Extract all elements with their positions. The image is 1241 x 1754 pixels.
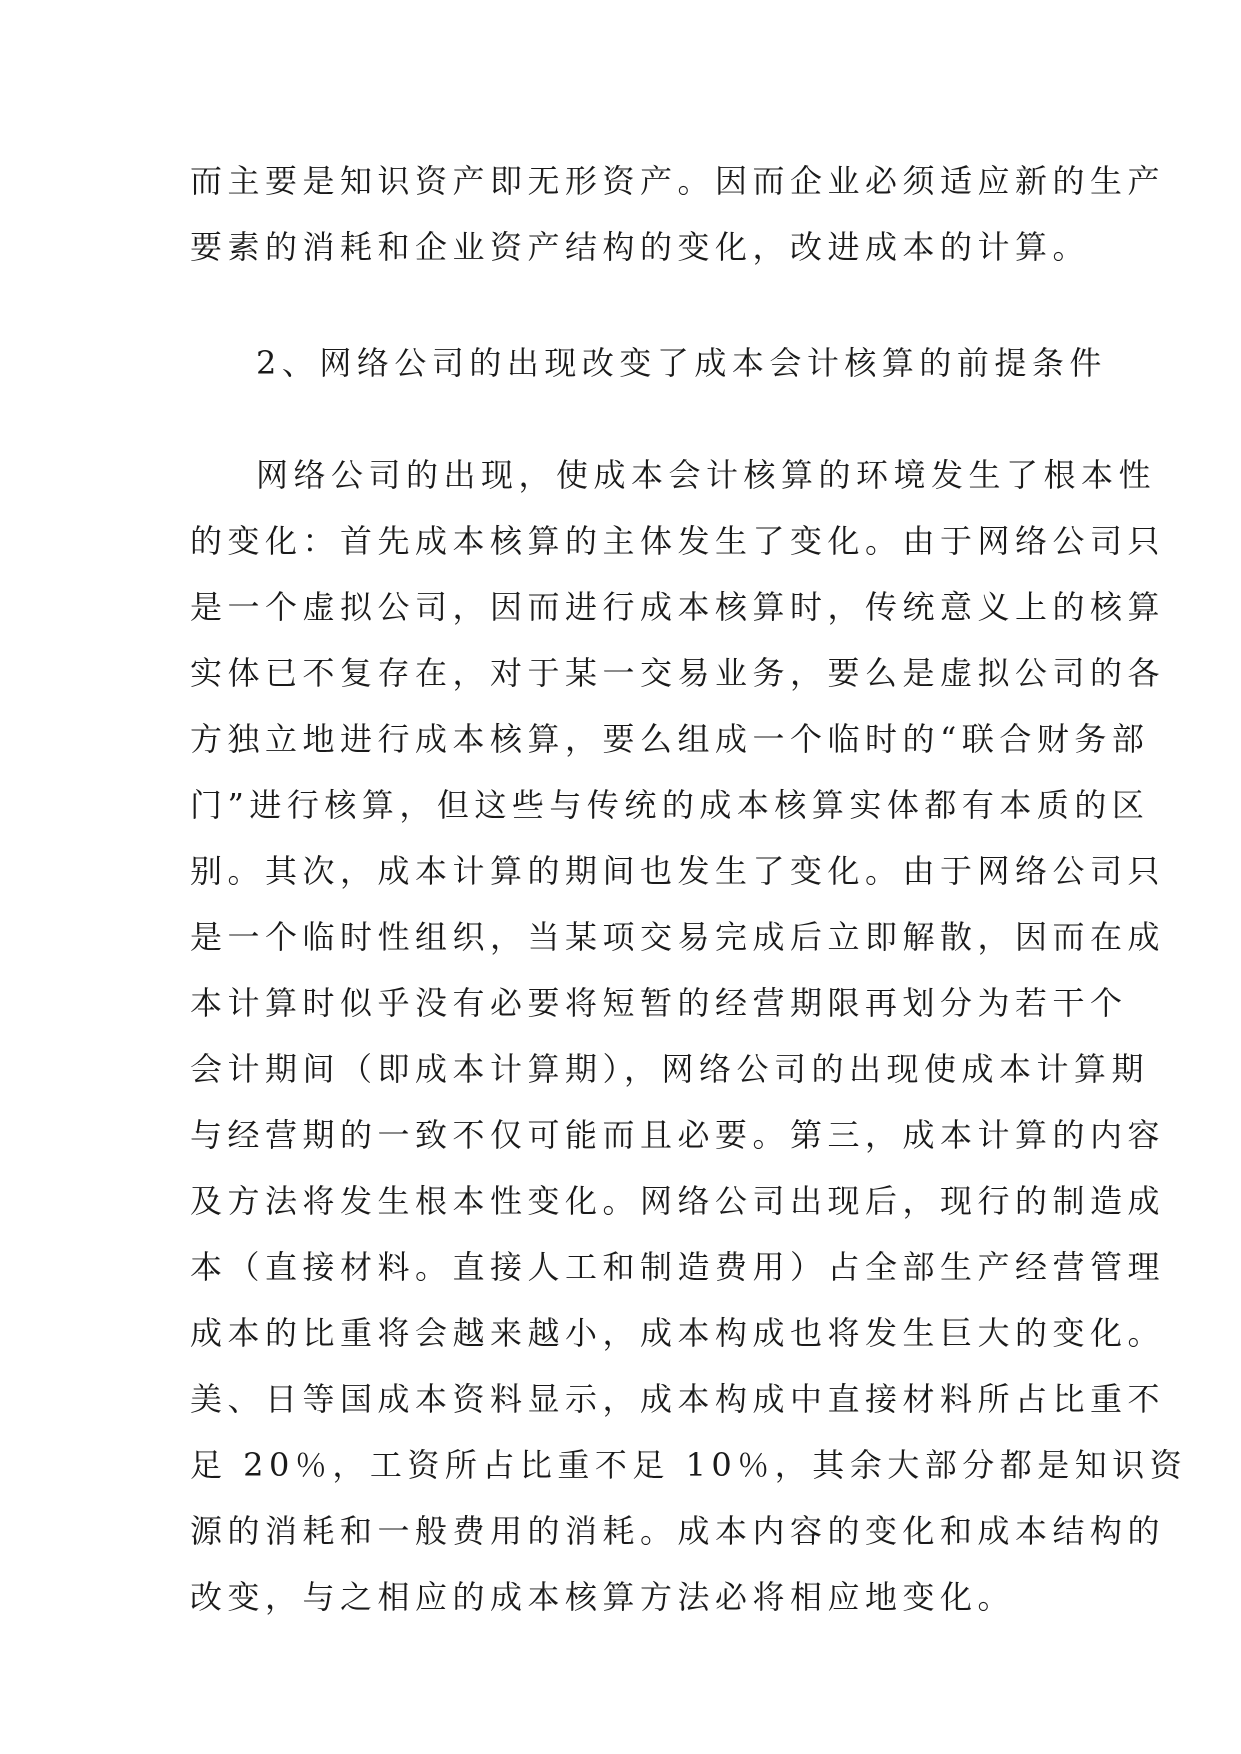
- paragraph-line: 会计期间（即成本计算期），网络公司的出现使成本计算期: [190, 1050, 1150, 1088]
- paragraph-line: 别。其次，成本计算的期间也发生了变化。由于网络公司只: [190, 852, 1166, 890]
- section-heading-text: 2、网络公司的出现改变了成本会计核算的前提条件: [256, 344, 1107, 382]
- intro-paragraph: [190, 148, 1166, 280]
- paragraph-line: 是一个临时性组织，当某项交易完成后立即解散，因而在成: [190, 918, 1166, 956]
- paragraph-line: 的变化：首先成本核算的主体发生了变化。由于网络公司只: [190, 522, 1166, 560]
- paragraph-line: 足 20％，工资所占比重不足 10％，其余大部分都是知识资: [190, 1446, 1188, 1484]
- section-heading: [190, 330, 1107, 396]
- paragraph-line: 与经营期的一致不仅可能而且必要。第三，成本计算的内容: [190, 1116, 1166, 1154]
- paragraph-line: 而主要是知识资产即无形资产。因而企业必须适应新的生产: [190, 162, 1166, 200]
- paragraph-line: 本（直接材料。直接人工和制造费用）占全部生产经营管理: [190, 1248, 1166, 1286]
- paragraph-line: 要素的消耗和企业资产结构的变化，改进成本的计算。: [190, 228, 1091, 266]
- paragraph-line: 方独立地进行成本核算，要么组成一个临时的“联合财务部: [190, 720, 1150, 758]
- paragraph-line: 源的消耗和一般费用的消耗。成本内容的变化和成本结构的: [190, 1512, 1166, 1550]
- paragraph-line: 美、日等国成本资料显示，成本构成中直接材料所占比重不: [190, 1380, 1166, 1418]
- paragraph-line: 是一个虚拟公司，因而进行成本核算时，传统意义上的核算: [190, 588, 1166, 626]
- paragraph-line: 本计算时似乎没有必要将短暂的经营期限再划分为若干个: [190, 984, 1128, 1022]
- paragraph-line: 改变，与之相应的成本核算方法必将相应地变化。: [190, 1578, 1016, 1616]
- body-paragraph: [190, 442, 1188, 1630]
- paragraph-line: 成本的比重将会越来越小，成本构成也将发生巨大的变化。: [190, 1314, 1166, 1352]
- paragraph-line: 实体已不复存在，对于某一交易业务，要么是虚拟公司的各: [190, 654, 1166, 692]
- paragraph-line: 网络公司的出现，使成本会计核算的环境发生了根本性: [256, 456, 1157, 494]
- paragraph-line: 门”进行核算，但这些与传统的成本核算实体都有本质的区: [190, 786, 1150, 824]
- paragraph-line: 及方法将发生根本性变化。网络公司出现后，现行的制造成: [190, 1182, 1166, 1220]
